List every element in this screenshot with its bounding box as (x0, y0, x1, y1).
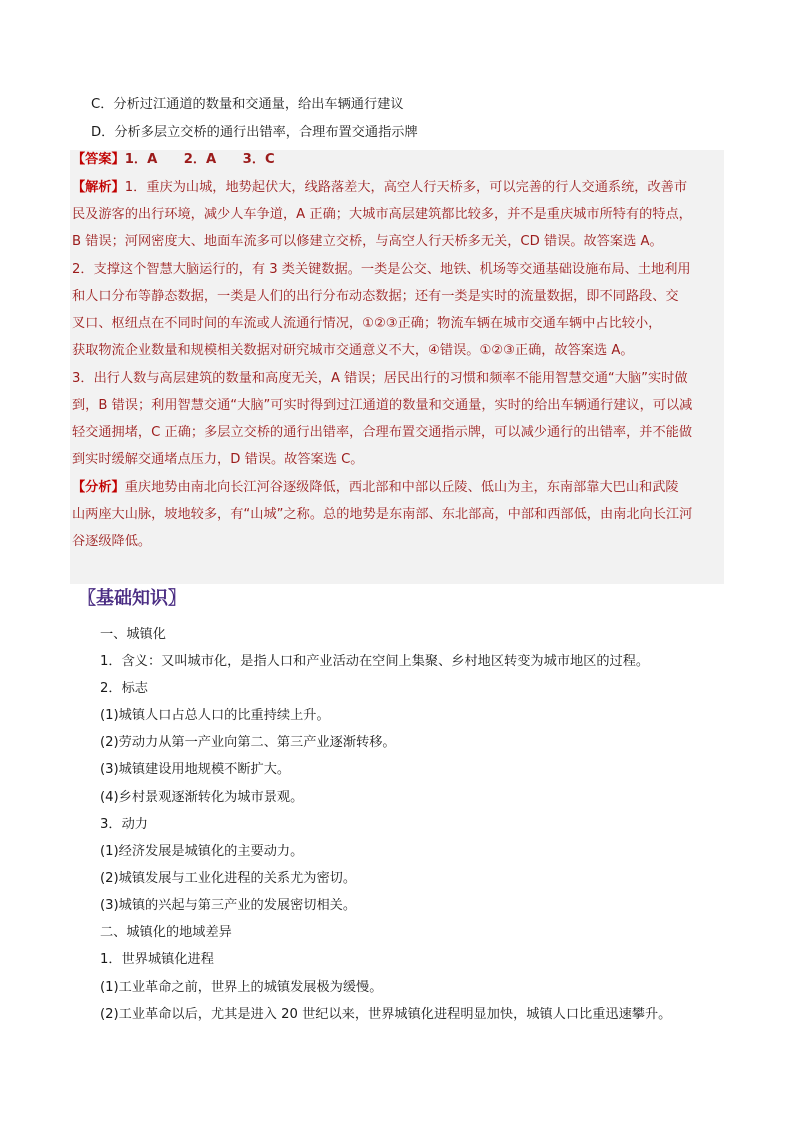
answer-label: 【答案】 (72, 152, 125, 167)
analysis-text: 1．重庆为山城，地势起伏大，线路落差大，高空人行天桥多，可以完善的行人交通系统，改善市 (124, 180, 688, 195)
knowledge-item: (2)劳动力从第一产业向第二、第三产业逐渐转移。 (100, 735, 396, 750)
knowledge-item: (3)城镇的兴起与第三产业的发展密切相关。 (100, 898, 357, 913)
knowledge-heading-2: 二、城镇化的地域差异 (100, 925, 232, 940)
knowledge-item: (1)经济发展是城镇化的主要动力。 (100, 844, 304, 859)
knowledge-item: 1．含义：又叫城市化，是指人口和产业活动在空间上集聚、乡村地区转变为城市地区的过程。 (100, 654, 650, 669)
fenxi-label: 【分析】 (72, 480, 125, 495)
knowledge-item: (2)城镇发展与工业化进程的关系尤为密切。 (100, 871, 357, 886)
knowledge-heading-1: 一、城镇化 (100, 627, 166, 642)
analysis-line-9: 到，B 错误；利用智慧交通“大脑”可实时得到过江通道的数量和交通量，实时的给出车辆通行建议，可以减 (72, 398, 693, 413)
analysis-line-4: 2．支撑这个智慧大脑运行的，有 3 类关键数据。一类是公交、地铁、机场等交通基础设施布局、土地利用 (72, 262, 691, 277)
knowledge-item: 2．标志 (100, 681, 148, 696)
analysis-line-7: 获取物流企业数量和规模相关数据对研究城市交通意义不大，④错误。①②③正确，故答案选 A。 (72, 343, 634, 358)
analysis-label: 【解析】 (72, 180, 125, 195)
analysis-line-2: 民及游客的出行环境，减少人车争道，A 正确；大城市高层建筑都比较多，并不是重庆城市所特有的特点， (72, 207, 692, 222)
analysis-line-8: 3．出行人数与高层建筑的数量和高度无关，A 错误；居民出行的习惯和频率不能用智慧交通“大脑”实时做 (72, 371, 688, 386)
knowledge-item: 3．动力 (100, 817, 148, 832)
answer-line (72, 151, 275, 169)
answer-text: 1．A 2．A 3．C (124, 152, 275, 167)
analysis-line-10: 轻交通拥堵，C 正确；多层立交桥的通行出错率，合理布置交通指示牌，可以减少通行的出错率，并不能做 (72, 425, 693, 440)
knowledge-item: (4)乡村景观逐渐转化为城市景观。 (100, 790, 304, 805)
analysis-line-1 (72, 179, 687, 197)
analysis-line-5: 和人口分布等静态数据，一类是人们的出行分布动态数据；还有一类是实时的流量数据，即不同路段、交 (72, 289, 679, 304)
section-title: 〖基础知识〗 (78, 588, 186, 609)
knowledge-item: (1)城镇人口占总人口的比重持续上升。 (100, 708, 330, 723)
option-c: C．分析过江通道的数量和交通量，给出车辆通行建议 (91, 97, 404, 112)
option-d: D．分析多层立交桥的通行出错率，合理布置交通指示牌 (91, 125, 418, 140)
knowledge-item: (2)工业革命以后，尤其是进入 20 世纪以来，世界城镇化进程明显加快，城镇人口比重迅速攀升。 (100, 1007, 672, 1022)
fenxi-line-2: 山两座大山脉，坡地较多，有“山城”之称。总的地势是东南部、东北部高，中部和西部低，由南北向长江河 (72, 507, 693, 522)
analysis-line-6: 叉口、枢纽点在不同时间的车流或人流通行情况，①②③正确；物流车辆在城市交通车辆中占比较小， (72, 316, 662, 331)
knowledge-item: (1)工业革命之前，世界上的城镇发展极为缓慢。 (100, 980, 383, 995)
fenxi-text: 重庆地势由南北向长江河谷逐级降低，西北部和中部以丘陵、低山为主，东南部靠大巴山和武陵 (124, 480, 679, 495)
fenxi-line-3: 谷逐级降低。 (72, 534, 152, 549)
analysis-line-3: B 错误；河网密度大、地面车流多可以修建立交桥，与高空人行天桥多无关，CD 错误。故答案选 A。 (72, 234, 663, 249)
knowledge-item: 1．世界城镇化进程 (100, 952, 214, 967)
knowledge-item: (3)城镇建设用地规模不断扩大。 (100, 762, 291, 777)
fenxi-line-1 (72, 479, 679, 497)
analysis-line-11: 到实时缓解交通堵点压力，D 错误。故答案选 C。 (72, 452, 364, 467)
